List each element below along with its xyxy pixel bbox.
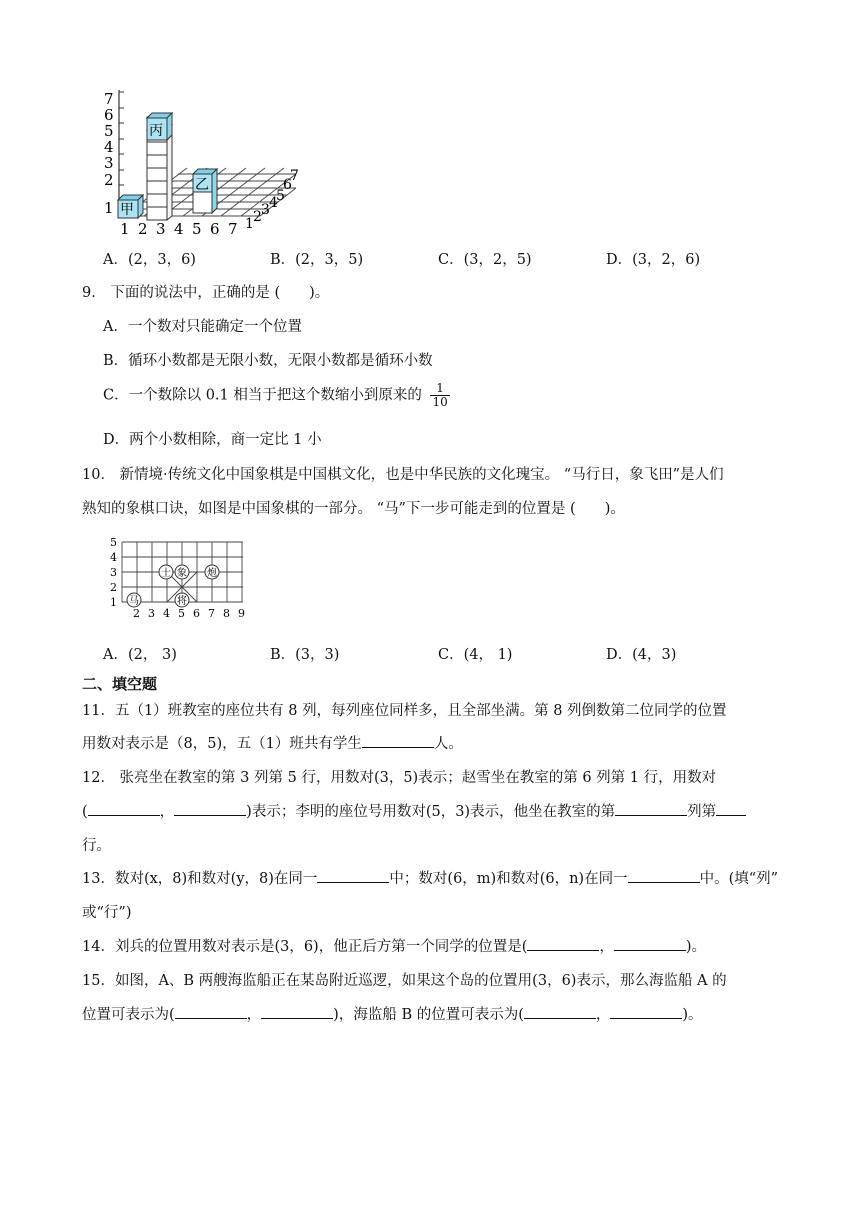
q14-blank-1[interactable] xyxy=(527,935,599,951)
chess-x-tick: 2 xyxy=(133,607,140,620)
fig8-x-tick: 5 xyxy=(192,220,202,238)
q15-text-d: ， xyxy=(595,1007,611,1023)
q8-option-a[interactable]: A．(2，3，6) xyxy=(103,252,196,268)
fig8-y-tick: 3 xyxy=(104,154,114,172)
fig8-z-tick: 6 xyxy=(283,177,292,193)
q10-option-c[interactable]: C．(4， 1) xyxy=(438,647,513,663)
fig8-x-tick: 1 xyxy=(120,220,130,238)
q12-line1: 12． 张亮坐在教室的第 3 列第 5 行，用数对(3，5)表示；赵雪坐在教室的第 6 列第 1 行，用数对 xyxy=(82,770,717,786)
chess-piece-shi-label: 士 xyxy=(161,568,171,579)
fig8-z-tick: 5 xyxy=(276,188,285,204)
q8-option-d[interactable]: D．(3，2，6) xyxy=(606,252,701,268)
fig8-y-tick: 1 xyxy=(104,199,114,217)
q14-blank-2[interactable] xyxy=(614,935,686,951)
fig8-grid xyxy=(100,88,305,238)
fraction-denominator: 10 xyxy=(432,395,448,409)
q9-option-a[interactable]: A．一个数对只能确定一个位置 xyxy=(103,319,302,335)
chess-y-tick: 2 xyxy=(110,581,117,594)
q15-blank-2[interactable] xyxy=(261,1003,333,1019)
q12-text-a: ( xyxy=(82,804,88,820)
q8-option-c[interactable]: C．(3，2，5) xyxy=(438,252,532,268)
q15-blank-1[interactable] xyxy=(175,1003,247,1019)
fig8-x-tick: 6 xyxy=(210,220,220,238)
fig8-x-tick: 3 xyxy=(156,220,166,238)
fig8-z-tick: 3 xyxy=(261,202,270,218)
fraction-numerator: 1 xyxy=(430,382,449,396)
q15-text-b: ， xyxy=(246,1007,262,1023)
fig8-jia-label: 甲 xyxy=(120,202,134,218)
q15-line2 xyxy=(82,1003,703,1024)
q9-stem: 9． 下面的说法中，正确的是 ( )。 xyxy=(82,285,330,301)
fig8-z-tick: 4 xyxy=(269,195,278,211)
chess-piece-pao-label: 炮 xyxy=(207,568,217,579)
fig8-y-tick: 7 xyxy=(104,90,114,108)
fig8-bing-label: 丙 xyxy=(149,123,163,139)
q13-text-b: 中；数对(6，m)和数对(6，n)在同一 xyxy=(389,871,628,887)
chess-piece-jiang-label: 将 xyxy=(177,596,187,607)
chess-x-tick: 5 xyxy=(178,607,185,620)
fig8-yi-label: 乙 xyxy=(195,177,209,193)
fig8-z-tick: 2 xyxy=(253,209,262,225)
chess-x-tick: 6 xyxy=(193,607,200,620)
q12-blank-2[interactable] xyxy=(174,800,246,816)
q13-line1 xyxy=(82,867,778,888)
chess-board-figure xyxy=(108,536,253,621)
q15-blank-3[interactable] xyxy=(524,1003,596,1019)
chess-x-tick: 4 xyxy=(163,607,170,620)
q11-text-a: 用数对表示是（8，5)，五（1）班共有学生 xyxy=(82,736,362,752)
q15-blank-4[interactable] xyxy=(610,1003,682,1019)
q14-text-a: 14．刘兵的位置用数对表示是(3，6)，他正后方第一个同学的位置是( xyxy=(82,939,528,955)
q9-option-c-row[interactable] xyxy=(103,382,450,409)
q9-option-d[interactable]: D．两个小数相除，商一定比 1 小 xyxy=(103,432,322,448)
fig8-y-tick: 5 xyxy=(104,122,114,140)
q10-option-a[interactable]: A．(2， 3) xyxy=(103,647,177,663)
fig8-z-tick: 1 xyxy=(245,216,254,232)
chess-y-tick: 5 xyxy=(110,536,117,549)
q15-line1: 15．如图，A、B 两艘海监船正在某岛附近巡逻，如果这个岛的位置用(3，6)表示，那么海监船 A 的 xyxy=(82,973,727,989)
q11-line2 xyxy=(82,732,463,753)
chess-piece-ma-label: 马 xyxy=(129,596,139,607)
fig8-x-tick: 7 xyxy=(228,220,238,238)
q12-text-c: )表示；李明的座位号用数对(5，3)表示，他坐在教室的第 xyxy=(246,804,616,820)
q15-text-c: )，海监船 B 的位置可表示为( xyxy=(333,1007,524,1023)
q10-line1: 10． 新情境·传统文化中国象棋是中国棋文化，也是中华民族的文化瑰宝。 “马行日，象飞田”是人们 xyxy=(82,467,724,483)
chess-y-tick: 1 xyxy=(110,596,117,609)
q9-option-c: C．一个数除以 0.1 相当于把这个数缩小到原来的 xyxy=(103,387,422,404)
chess-piece-xiang-label: 象 xyxy=(177,568,187,579)
chess-y-tick: 3 xyxy=(110,566,117,579)
q12-text-b: ， xyxy=(159,804,175,820)
section-title-fill-blanks: 二、填空题 xyxy=(82,675,158,693)
q10-option-b[interactable]: B．(3，3) xyxy=(270,647,340,663)
q11-blank[interactable] xyxy=(362,732,434,748)
q11-line1: 11．五（1）班教室的座位共有 8 列，每列座位同样多，且全部坐满。第 8 列倒数第二位同学的位置 xyxy=(82,703,727,719)
fig8-z-tick: 7 xyxy=(290,168,299,184)
q12-blank-1[interactable] xyxy=(88,800,160,816)
q10-option-d[interactable]: D．(4，3) xyxy=(606,647,677,663)
q9-option-b[interactable]: B．循环小数都是无限小数，无限小数都是循环小数 xyxy=(103,353,433,369)
q14-line xyxy=(82,935,706,956)
fig8-y-tick: 4 xyxy=(104,138,114,156)
q13-text-c: 中。(填“列” xyxy=(699,871,779,887)
q15-text-a: 位置可表示为( xyxy=(82,1007,175,1023)
chess-x-tick: 7 xyxy=(208,607,215,620)
q13-blank-2[interactable] xyxy=(628,867,700,883)
q12-blank-3[interactable] xyxy=(615,800,687,816)
fraction-one-tenth xyxy=(430,382,449,409)
fig8-y-tick: 6 xyxy=(104,106,114,124)
chess-x-tick: 8 xyxy=(223,607,230,620)
q12-line2 xyxy=(82,800,746,821)
q14-text-c: )。 xyxy=(685,939,707,955)
q12-text-d: 列第 xyxy=(687,804,717,820)
q15-text-e: )。 xyxy=(682,1007,703,1023)
chess-x-tick: 9 xyxy=(238,607,245,620)
q8-option-b[interactable]: B．(2，3，5) xyxy=(270,252,364,268)
q12-line3: 行。 xyxy=(82,838,111,854)
fig8-y-tick: 2 xyxy=(104,171,114,189)
chess-x-tick: 3 xyxy=(148,607,155,620)
fig8-x-tick: 4 xyxy=(174,220,184,238)
q10-line2: 熟知的象棋口诀，如图是中国象棋的一部分。 “马”下一步可能走到的位置是 ( )。 xyxy=(82,501,625,517)
q14-text-b: ， xyxy=(599,939,614,955)
q12-blank-4[interactable] xyxy=(716,800,746,816)
q13-text-a: 13．数对(x，8)和数对(y，8)在同一 xyxy=(82,871,318,887)
q13-line2: 或“行”) xyxy=(82,905,132,921)
chess-y-tick: 4 xyxy=(110,551,117,564)
q11-text-b: 人。 xyxy=(433,736,463,752)
q13-blank-1[interactable] xyxy=(317,867,389,883)
fig8-x-tick: 2 xyxy=(138,220,148,238)
